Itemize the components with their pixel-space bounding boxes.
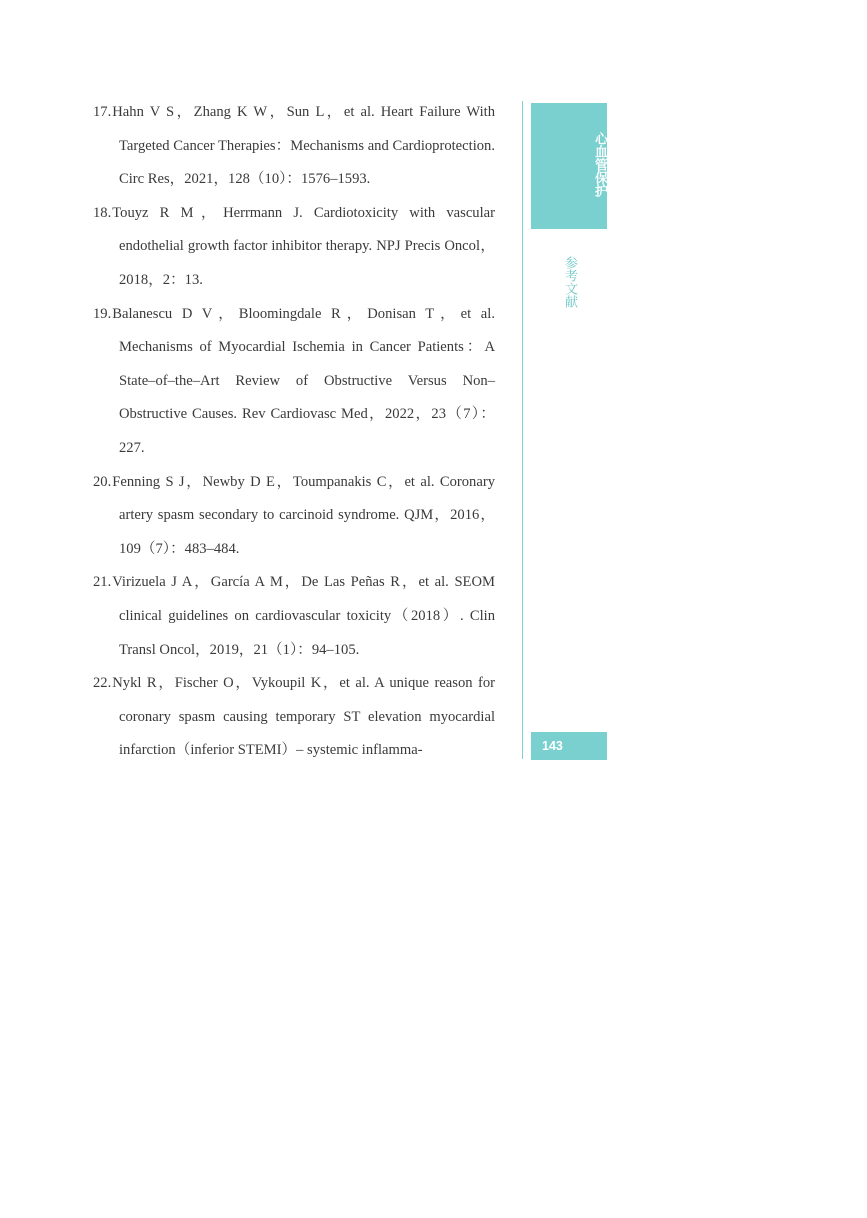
reference-text: Hahn V S，Zhang K W，Sun L，et al. Heart Failure With Targeted Cancer Therapies：Mechanisms and Cardioprotection. Circ Res，2021，128（10）：1576–1593. <box>112 104 495 188</box>
reference-number: 22. <box>93 675 112 692</box>
chapter-title: 心血管保护 <box>592 132 607 197</box>
page-number-box <box>531 732 607 760</box>
chapter-tab <box>531 103 607 229</box>
section-label <box>531 256 607 308</box>
reference-text: Virizuela J A，García A M，De Las Peñas R，et al. SEOM clinical guidelines on cardiovascular toxicity（2018）. Clin Transl Oncol，2019，21（1）：94–105. <box>112 574 495 658</box>
reference-item <box>93 197 495 298</box>
reference-item <box>93 466 495 567</box>
page-number: 143 <box>542 739 563 753</box>
reference-number: 21. <box>93 574 112 591</box>
margin-divider <box>522 101 523 759</box>
reference-number: 17. <box>93 104 112 120</box>
reference-item <box>93 96 495 197</box>
reference-list <box>93 96 495 768</box>
reference-item <box>93 667 495 768</box>
reference-text: Fenning S J，Newby D E，Toumpanakis C，et al. Coronary artery spasm secondary to carcinoid syndrome. QJM，2016，109（7）：483–484. <box>112 473 495 557</box>
reference-text: Touyz R M，Herrmann J. Cardiotoxicity with vascular endothelial growth factor inhibitor therapy. NPJ Precis Oncol，2018，2：13. <box>112 204 495 288</box>
section-title: 参考文献 <box>562 256 577 308</box>
reference-item <box>93 566 495 667</box>
reference-number: 20. <box>93 473 112 490</box>
reference-text: Nykl R，Fischer O，Vykoupil K，et al. A unique reason for coronary spasm causing temporary ST elevation myocardial infarction（inferior STEMI）– systemic inflamma- <box>112 675 495 759</box>
reference-number: 18. <box>93 204 112 221</box>
reference-number: 19. <box>93 305 112 322</box>
reference-text: Balanescu D V，Bloomingdale R，Donisan T，et al. Mechanisms of Myocardial Ischemia in Cancer Patients：A State–of–the–Art Review of Obstructive Versus Non–Obstructive Causes. Rev Cardiovasc Med，2022，23（7）：227. <box>112 305 495 456</box>
reference-item <box>93 298 495 466</box>
